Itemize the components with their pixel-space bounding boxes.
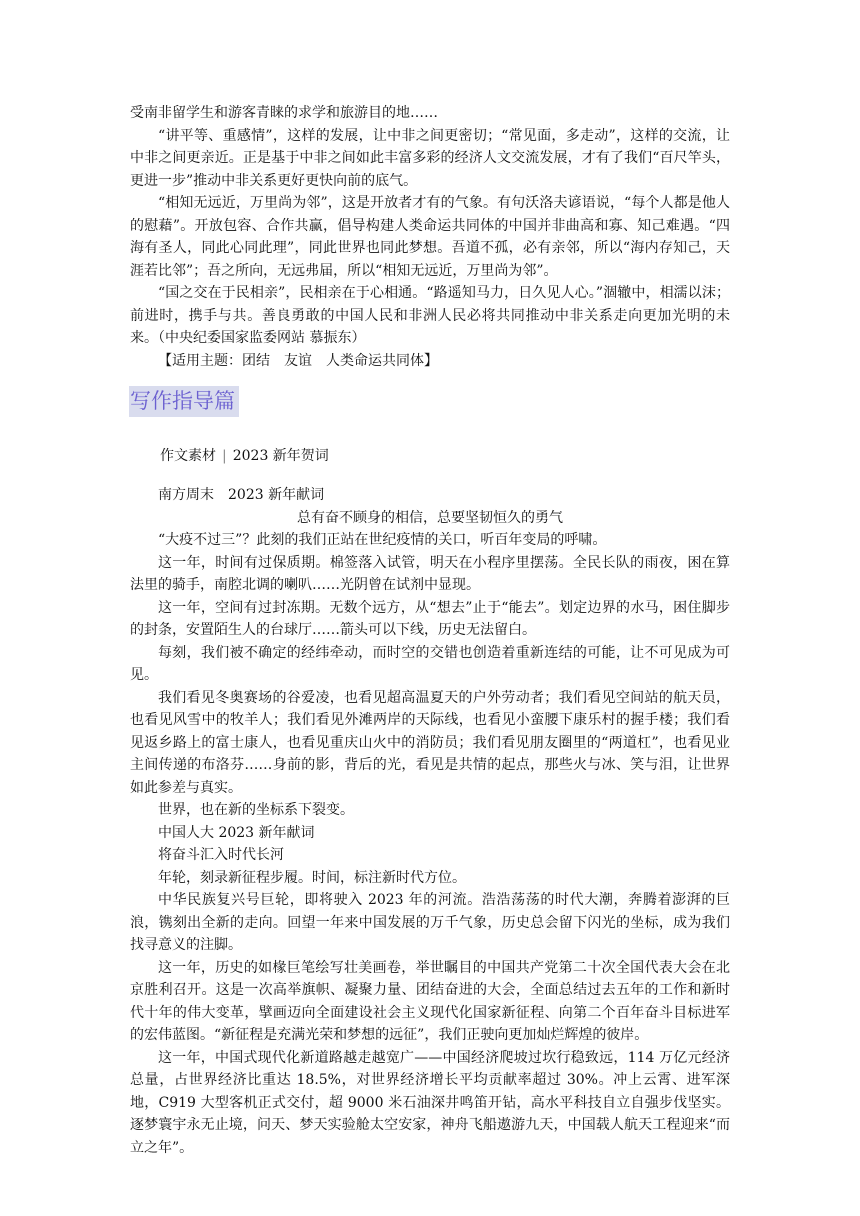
paragraph: 年轮，刻录新征程步履。时间，标注新时代方位。 <box>158 869 466 886</box>
article-title: 总有奋不顾身的相信，总要坚韧恒久的勇气 <box>297 509 563 526</box>
paragraph: “讲平等、重感情”，这样的发展，让中非之间更密切；“常见面，多走动”，这样的交流，让中非之间更亲近。正是基于中非之间如此丰富多彩的经济人文交流发展，才有了我们“百尺竿头，更进一步”推动中非关系更好更快向前的底气。 <box>130 127 730 189</box>
material-title: 2023 新年贺词 <box>232 448 329 464</box>
article-source: 南方周末 2023 新年献词 <box>158 487 325 503</box>
article-nanfang <box>130 484 730 1159</box>
paragraph: “相知无远近，万里尚为邻”，这是开放者才有的气象。有句沃洛夫谚语说，“每个人都是他人的慰藉”。开放包容、合作共赢，倡导构建人类命运共同体的中国并非曲高和寡、知己难遇。“四海有圣人，同此心同此理”，同此世界也同此梦想。吾道不孤，必有亲邻，所以“海内存知己，天涯若比邻”；吾之所向，无远弗届，所以“相知无远近，万里尚为邻”。 <box>130 195 730 279</box>
paragraph: 每刻，我们被不确定的经纬牵动，而时空的交错也创造着重新连结的可能，让不可见成为可见。 <box>130 644 730 683</box>
article-title: 将奋斗汇入时代长河 <box>158 847 284 863</box>
topic-tags: 【适用主题：团结 友谊 人类命运共同体】 <box>158 352 438 369</box>
top-section <box>130 102 730 372</box>
paragraph: 受南非留学生和游客青睐的求学和旅游目的地…… <box>130 105 438 121</box>
paragraph: 世界，也在新的坐标系下裂变。 <box>158 802 354 818</box>
paragraph: 这一年，中国式现代化新道路越走越宽广——中国经济爬坡过坎行稳致远，114 万亿元经济总量，占世界经济比重达 18.5%，对世界经济增长平均贡献率超过 30%。冲上云霄、进军深地，C919 大型客机正式交付，超 9000 米石油深井鸣笛开钻，高水平科技自立自强步伐坚实。逐梦寰宇永无止境，问天、梦天实验舱太空安家，神舟飞船遨游九天，中国载人航天工程迎来“而立之年”。 <box>130 1049 730 1156</box>
paragraph: 这一年，历史的如椽巨笔绘写壮美画卷，举世瞩目的中国共产党第二十次全国代表大会在北京胜利召开。这是一次高举旗帜、凝聚力量、团结奋进的大会，全面总结过去五年的工作和新时代十年的伟大变革，擘画迈向全面建设社会主义现代化国家新征程、向第二个百年奋斗目标进军的宏伟蓝图。“新征程是充满光荣和梦想的远征”，我们正驶向更加灿烂辉煌的彼岸。 <box>130 959 730 1043</box>
section-heading: 写作指导篇 <box>129 386 239 417</box>
paragraph: “国之交在于民相亲”，民相亲在于心相通。“路遥知马力，日久见人心。”涸辙中，相濡以沫；前进时，携手与共。善良勇敢的中国人民和非洲人民必将共同推动中非关系走向更加光明的未来。（中央纪委国家监委网站 慕振东） <box>130 285 730 346</box>
paragraph: 这一年，空间有过封冻期。无数个远方，从“想去”止于“能去”。划定边界的水马，困住脚步的封条，安置陌生人的台球厅……箭头可以下线，历史无法留白。 <box>130 599 730 638</box>
paragraph: 这一年，时间有过保质期。棉签落入试管，明天在小程序里摆荡。全民长队的雨夜，困在算法里的骑手，南腔北调的喇叭……光阴曾在试剂中显现。 <box>130 554 730 593</box>
category-label: 作文素材 <box>160 448 216 464</box>
divider: | <box>222 448 227 464</box>
material-header <box>160 445 329 465</box>
paragraph: 我们看见冬奥赛场的谷爱凌，也看见超高温夏天的户外劳动者；我们看见空间站的航天员，也看见风雪中的牧羊人；我们看见外滩两岸的天际线，也看见小蛮腰下康乐村的握手楼；我们看见返乡路上的富士康人，也看见重庆山火中的消防员；我们看见朋友圈里的“两道杠”，也看见业主间传递的布洛芬……身前的影，背后的光，看见是共情的起点，那些火与冰、笑与泪，让世界如此参差与真实。 <box>130 689 730 796</box>
paragraph: 中华民族复兴号巨轮，即将驶入 2023 年的河流。浩浩荡荡的时代大潮，奔腾着澎湃的巨浪，镌刻出全新的走向。回望一年来中国发展的万千气象，历史总会留下闪光的坐标，成为我们找寻意义的注脚。 <box>130 892 730 953</box>
article-source: 中国人大 2023 新年献词 <box>158 824 315 841</box>
paragraph: “大疫不过三”？此刻的我们正站在世纪疫情的关口，听百年变局的呼啸。 <box>158 532 607 548</box>
